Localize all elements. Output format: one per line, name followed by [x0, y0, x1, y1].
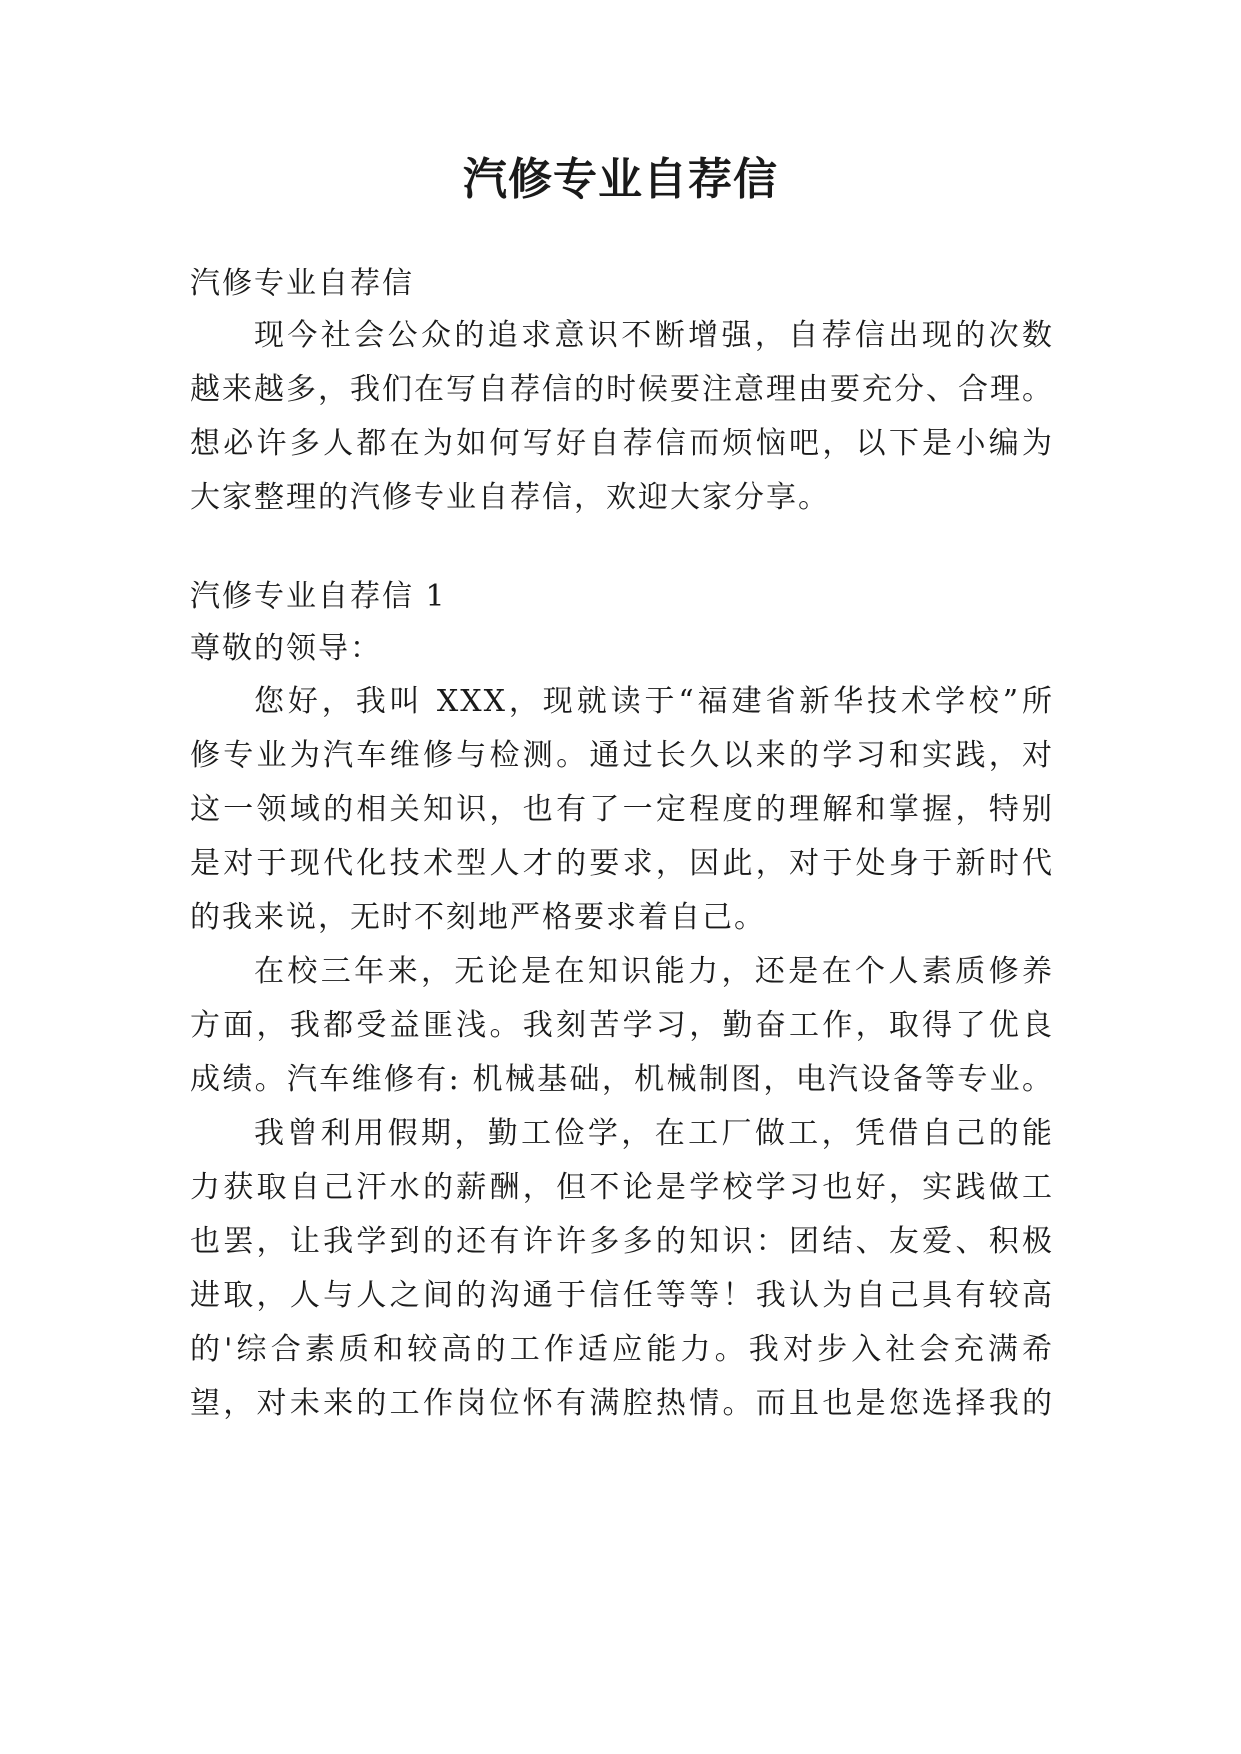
paragraph-line: 这一领域的相关知识，也有了一定程度的理解和掌握，特别: [190, 792, 1054, 827]
paragraph-line: 方面，我都受益匪浅。我刻苦学习，勤奋工作，取得了优良: [190, 1008, 1054, 1043]
paragraph-line: 的我来说，无时不刻地严格要求着自己。: [190, 900, 766, 935]
paragraph-line: 进取，人与人之间的沟通于信任等等！我认为自己具有较高: [190, 1278, 1054, 1313]
intro-heading: 汽修专业自荐信: [190, 266, 414, 301]
paragraph-line: 成绩。汽车维修有: 机械基础，机械制图，电汽设备等专业。: [190, 1062, 1054, 1097]
paragraph-line: 的'综合素质和较高的工作适应能力。我对步入社会充满希: [190, 1332, 1054, 1367]
letter-heading: 汽修专业自荐信 1: [190, 579, 447, 614]
intro-line: 大家整理的汽修专业自荐信，欢迎大家分享。: [190, 480, 830, 515]
paragraph-line: 望，对未来的工作岗位怀有满腔热情。而且也是您选择我的: [190, 1386, 1054, 1421]
salutation: 尊敬的领导：: [190, 631, 382, 666]
paragraph-line: 您好，我叫 XXX，现就读于“福建省新华技术学校”所: [254, 684, 1054, 719]
intro-line: 现今社会公众的追求意识不断增强，自荐信出现的次数: [254, 318, 1054, 353]
paragraph-line: 我曾利用假期，勤工俭学，在工厂做工，凭借自己的能: [254, 1116, 1054, 1151]
paragraph-line: 力获取自己汗水的薪酬，但不论是学校学习也好，实践做工: [190, 1170, 1054, 1205]
paragraph-line: 在校三年来，无论是在知识能力，还是在个人素质修养: [254, 954, 1054, 989]
paragraph-line: 是对于现代化技术型人才的要求，因此，对于处身于新时代: [190, 846, 1054, 881]
document-title: 汽修专业自荐信: [463, 154, 778, 205]
intro-line: 想必许多人都在为如何写好自荐信而烦恼吧，以下是小编为: [190, 426, 1054, 461]
paragraph-line: 也罢，让我学到的还有许许多多的知识：团结、友爱、积极: [190, 1224, 1054, 1259]
intro-line: 越来越多，我们在写自荐信的时候要注意理由要充分、合理。: [190, 372, 1054, 407]
paragraph-line: 修专业为汽车维修与检测。通过长久以来的学习和实践，对: [190, 738, 1054, 773]
